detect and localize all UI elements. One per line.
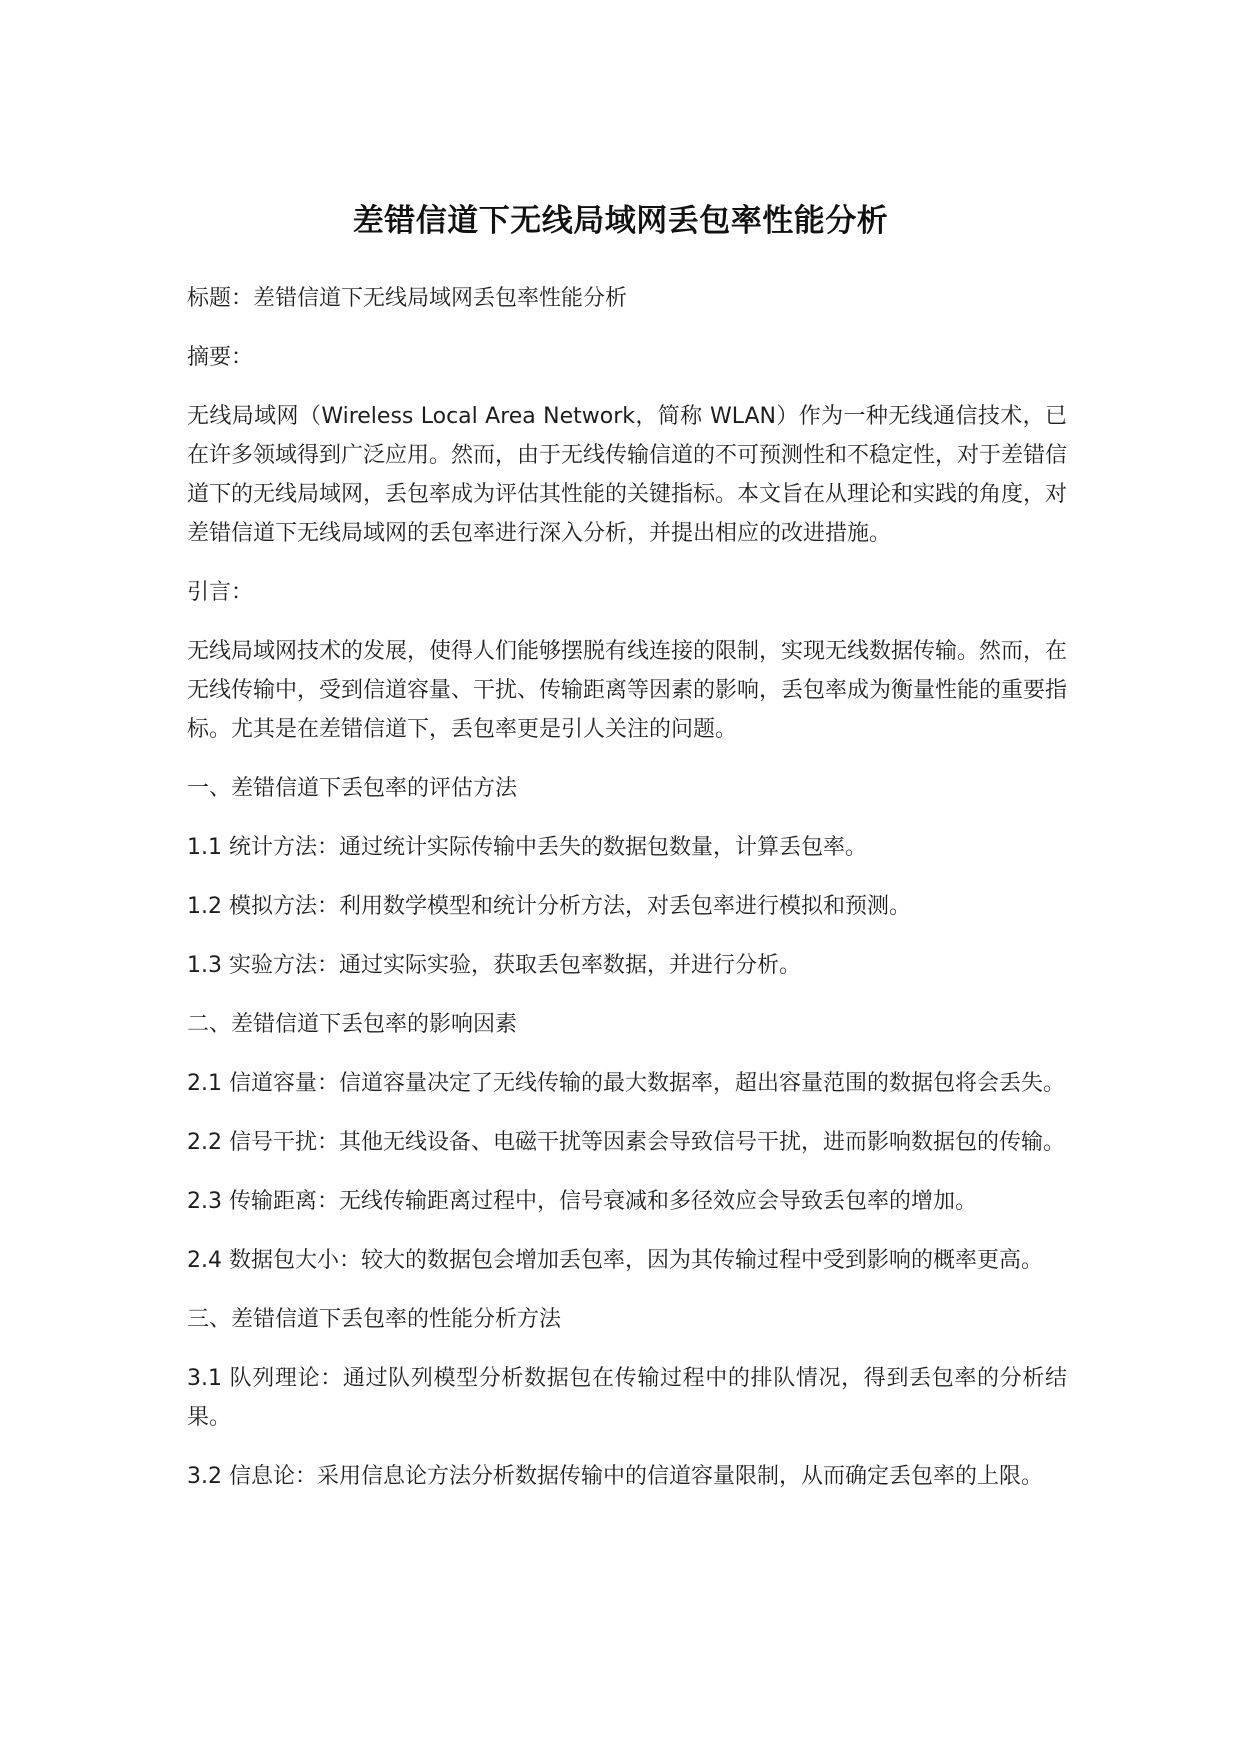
paragraph-abstract-body: 无线局域网（Wireless Local Area Network，简称 WLAN）作为一种无线通信技术，已在许多领域得到广泛应用。然而，由于无线传输信道的不可预测性和不稳定性，对于差错信道下的无线局域网，丢包率成为评估其性能的关键指标。本文旨在从理论和实践的角度，对差错信道下无线局域网的丢包率进行深入分析，并提出相应的改进措施。 <box>187 404 1068 546</box>
list-item-2-1: 2.1 信道容量：信道容量决定了无线传输的最大数据率，超出容量范围的数据包将会丢失。 <box>187 1071 1065 1096</box>
list-item-2-4: 2.4 数据包大小：较大的数据包会增加丢包率，因为其传输过程中受到影响的概率更高。 <box>187 1248 1043 1273</box>
document-title: 差错信道下无线局域网丢包率性能分析 <box>352 202 889 239</box>
paragraph-title-line: 标题：差错信道下无线局域网丢包率性能分析 <box>187 286 628 311</box>
list-item-2-3: 2.3 传输距离：无线传输距离过程中，信号衰减和多径效应会导致丢包率的增加。 <box>187 1189 977 1214</box>
list-item-3-1: 3.1 队列理论：通过队列模型分析数据包在传输过程中的排队情况，得到丢包率的分析结果。 <box>187 1366 1067 1430</box>
paragraph-abstract-heading: 摘要： <box>187 345 254 370</box>
list-item-1-1: 1.1 统计方法：通过统计实际传输中丢失的数据包数量，计算丢包率。 <box>187 835 867 860</box>
paragraph-intro-body: 无线局域网技术的发展，使得人们能够摆脱有线连接的限制，实现无线数据传输。然而，在无线传输中，受到信道容量、干扰、传输距离等因素的影响，丢包率成为衡量性能的重要指标。尤其是在差错信道下，丢包率更是引人关注的问题。 <box>187 639 1068 742</box>
section-heading-1: 一、差错信道下丢包率的评估方法 <box>187 776 518 801</box>
section-heading-3: 三、差错信道下丢包率的性能分析方法 <box>187 1307 562 1332</box>
list-item-2-2: 2.2 信号干扰：其他无线设备、电磁干扰等因素会导致信号干扰，进而影响数据包的传输。 <box>187 1130 1065 1155</box>
paragraph-intro-heading: 引言： <box>187 580 254 605</box>
list-item-1-2: 1.2 模拟方法：利用数学模型和统计分析方法，对丢包率进行模拟和预测。 <box>187 894 911 919</box>
section-heading-2: 二、差错信道下丢包率的影响因素 <box>187 1012 518 1037</box>
document-body <box>187 279 1067 1516</box>
list-item-3-2: 3.2 信息论：采用信息论方法分析数据传输中的信道容量限制，从而确定丢包率的上限。 <box>187 1464 1043 1489</box>
list-item-1-3: 1.3 实验方法：通过实际实验，获取丢包率数据，并进行分析。 <box>187 953 801 978</box>
